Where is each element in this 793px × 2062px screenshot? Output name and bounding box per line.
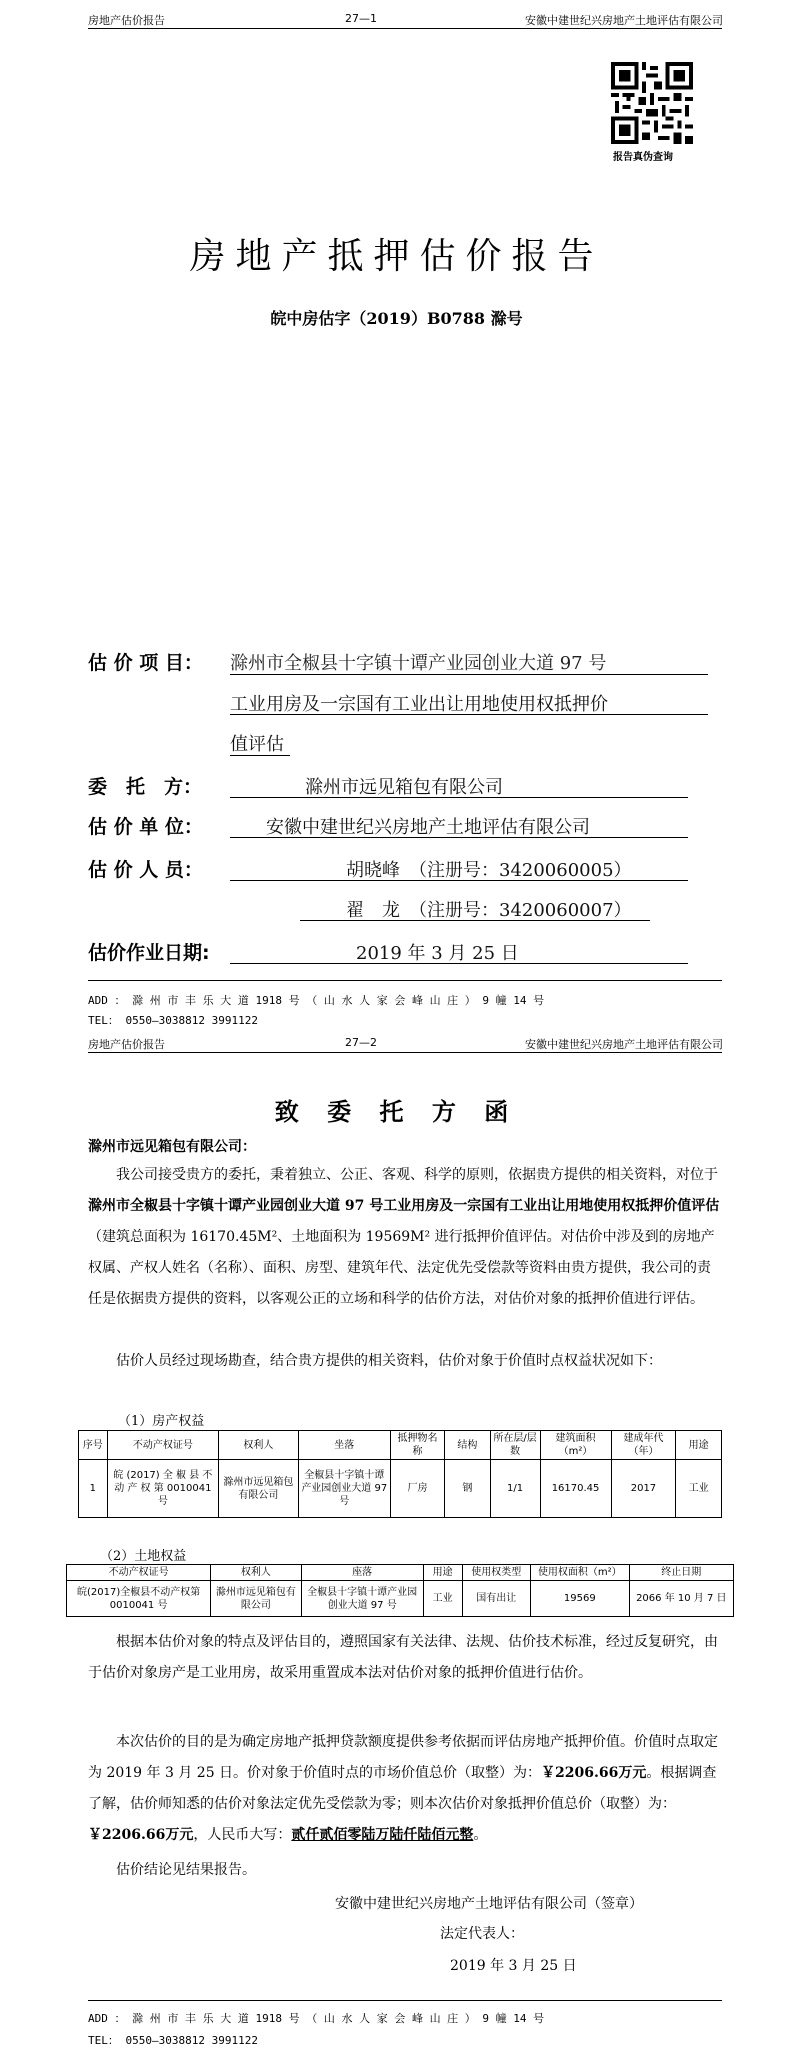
table1-cell: 皖 (2017) 全 椒 县 不 动 产 权 第 0010041 号	[107, 1460, 218, 1518]
project-underline-1	[230, 674, 708, 675]
market-value: ￥2206.66万元	[541, 1765, 647, 1781]
page1-header-page-number: 27—1	[345, 12, 377, 25]
table-row	[67, 1581, 734, 1617]
table2-header: 权利人	[211, 1565, 301, 1581]
table1-header: 建成年代（年）	[611, 1431, 676, 1460]
unit-label: 估 价 单 位：	[88, 816, 203, 838]
appraiser-1: 胡晓峰 （注册号：3420060005）	[346, 860, 632, 881]
table1-caption: （1）房产权益	[118, 1414, 205, 1429]
qr-caption: 报告真伪查询	[613, 152, 673, 163]
date-label: 估价作业日期:	[88, 942, 210, 964]
client-underline	[230, 797, 688, 798]
table1-header: 序号	[79, 1431, 108, 1460]
page2-header-left: 房地产估价报告	[88, 1038, 165, 1051]
table2-header: 使用权类型	[462, 1565, 531, 1581]
table1-cell: 厂房	[390, 1460, 444, 1518]
appraiser-underline-1	[230, 880, 688, 881]
table2-cell: 滁州市远见箱包有限公司	[211, 1581, 301, 1617]
table1-header: 不动产权证号	[107, 1431, 218, 1460]
table2-cell: 国有出让	[462, 1581, 531, 1617]
page2-footer-tel: TEL： 0550—3038812 3991122	[88, 2034, 258, 2047]
unit-value: 安徽中建世纪兴房地产土地评估有限公司	[266, 817, 590, 838]
letter-para-5: 估价结论见结果报告。	[116, 1862, 256, 1878]
table2-header-row	[67, 1565, 734, 1581]
page2-header-rule	[88, 1052, 722, 1053]
table2-header: 不动产权证号	[67, 1565, 211, 1581]
mortgage-value-uppercase: 贰仟贰佰零陆万陆仟陆佰元整	[291, 1827, 474, 1843]
table1-header: 建筑面积（m²）	[540, 1431, 611, 1460]
letter-para-4: 本次估价的目的是为确定房地产抵押贷款额度提供参考依据而评估房地产抵押价值。价值时点取定为 2019 年 3 月 25 日。价对象于价值时点的市场价值总价（取整）为：￥2206.66万元。根据调查了解，估价师知悉的估价对象法定优先受偿款为零；则本次估价对象抵押价值总价（取整）为：￥2206.66万元，人民币大写：贰仟贰佰零陆万陆仟陆佰元整。	[88, 1734, 718, 1843]
table1-header: 坐落	[298, 1431, 390, 1460]
table2-cell: 全椒县十字镇十谭产业园创业大道 97 号	[301, 1581, 423, 1617]
page1-header-company: 安徽中建世纪兴房地产土地评估有限公司	[525, 14, 723, 27]
table1-header: 用途	[676, 1431, 722, 1460]
date-value: 2019 年 3 月 25 日	[356, 943, 519, 964]
table2-cell: 工业	[423, 1581, 462, 1617]
page2-header-company: 安徽中建世纪兴房地产土地评估有限公司	[525, 1038, 723, 1051]
appraiser-underline-2	[300, 920, 650, 921]
table1-header: 权利人	[219, 1431, 299, 1460]
table1-cell: 2017	[611, 1460, 676, 1518]
mortgage-value: ￥2206.66万元	[88, 1827, 194, 1843]
appraiser-2: 翟 龙 （注册号：3420060007）	[346, 900, 632, 921]
table1-header: 抵押物名称	[390, 1431, 444, 1460]
qr-code-icon	[611, 62, 693, 144]
project-label: 估 价 项 目：	[88, 652, 203, 674]
table2-cell: 皖(2017)全椒县不动产权第 0010041 号	[67, 1581, 211, 1617]
table1-cell: 全椒县十字镇十谭产业园创业大道 97 号	[298, 1460, 390, 1518]
table1-header-row	[79, 1431, 722, 1460]
letter-addressee: 滁州市远见箱包有限公司：	[88, 1139, 256, 1155]
signature-company: 安徽中建世纪兴房地产土地评估有限公司（签章）	[335, 1896, 643, 1912]
table2-cell: 2066 年 10 月 7 日	[629, 1581, 733, 1617]
page1-footer-address: ADD ： 滁 州 市 丰 乐 大 道 1918 号 （ 山 水 人 家 会 峰 山 庄 ） 9 幢 14 号	[88, 994, 545, 1007]
table2-cell: 19569	[531, 1581, 630, 1617]
table2-header: 用途	[423, 1565, 462, 1581]
project-value-line2: 工业用房及一宗国有工业出让用地使用权抵押价	[230, 694, 608, 715]
signature-legal-rep: 法定代表人：	[440, 1926, 524, 1942]
page2-footer-address: ADD ： 滁 州 市 丰 乐 大 道 1918 号 （ 山 水 人 家 会 峰 山 庄 ） 9 幢 14 号	[88, 2012, 545, 2025]
report-number: 皖中房估字（2019）B0788 滁号	[270, 309, 523, 328]
letter-para-2: 估价人员经过现场勘查，结合贵方提供的相关资料，估价对象于价值时点权益状况如下：	[116, 1353, 662, 1369]
table1-cell: 16170.45	[540, 1460, 611, 1518]
table1-cell: 工业	[676, 1460, 722, 1518]
letter-title: 致 委 托 方 函	[274, 1097, 519, 1126]
table1-cell: 1	[79, 1460, 108, 1518]
table2-caption: （2）土地权益	[100, 1549, 187, 1564]
client-value: 滁州市远见箱包有限公司	[305, 777, 503, 798]
table-row	[79, 1460, 722, 1518]
page1-footer-tel: TEL： 0550—3038812 3991122	[88, 1014, 258, 1027]
date-underline	[230, 963, 688, 964]
appraiser-label: 估 价 人 员：	[88, 859, 203, 881]
table1-cell: 1/1	[490, 1460, 540, 1518]
table2-header: 使用权面积（m²）	[531, 1565, 630, 1581]
table1-cell: 钢	[445, 1460, 491, 1518]
project-underline-2	[230, 714, 708, 715]
page2-header-page-number: 27—2	[345, 1036, 377, 1049]
letter-para-1: 我公司接受贵方的委托，秉着独立、公正、客观、科学的原则，依据贵方提供的相关资料，对位于滁州市全椒县十字镇十谭产业园创业大道 97 号工业用房及一宗国有工业出让用地使用权抵押价值评估（建筑总面积为 16170.45M²、土地面积为 19569M² 进行抵押价值评估。对估价中涉及到的房地产权属、产权人姓名（名称）、面积、房型、建筑年代、法定优先受偿款等资料由贵方提供，我公司的责任是依据贵方提供的资料，以客观公正的立场和科学的估价方法，对估价对象的抵押价值进行评估。	[88, 1167, 720, 1307]
letter-para-3: 根据本估价对象的特点及评估目的，遵照国家有关法律、法规、估价技术标准，经过反复研究，由于估价对象房产是工业用房，故采用重置成本法对估价对象的抵押价值进行估价。	[88, 1634, 718, 1681]
page2-footer-rule	[88, 2000, 722, 2001]
page1-header-left: 房地产估价报告	[88, 14, 165, 27]
project-value-line1: 滁州市全椒县十字镇十谭产业园创业大道 97 号	[230, 653, 607, 674]
project-value-line3: 值评估	[230, 734, 284, 755]
page1-footer-rule	[88, 980, 722, 981]
property-rights-table	[78, 1430, 722, 1518]
land-rights-table	[66, 1564, 734, 1617]
table1-header: 所在层/层数	[490, 1431, 540, 1460]
page1-header-rule	[88, 28, 722, 29]
project-underline-3	[230, 755, 290, 756]
table1-header: 结构	[445, 1431, 491, 1460]
table2-header: 终止日期	[629, 1565, 733, 1581]
table2-header: 座落	[301, 1565, 423, 1581]
client-label: 委 托 方：	[88, 776, 203, 798]
table1-cell: 滁州市远见箱包有限公司	[219, 1460, 299, 1518]
report-title: 房地产抵押估价报告	[189, 236, 604, 277]
signature-date: 2019 年 3 月 25 日	[450, 1958, 577, 1974]
unit-underline	[230, 837, 688, 838]
